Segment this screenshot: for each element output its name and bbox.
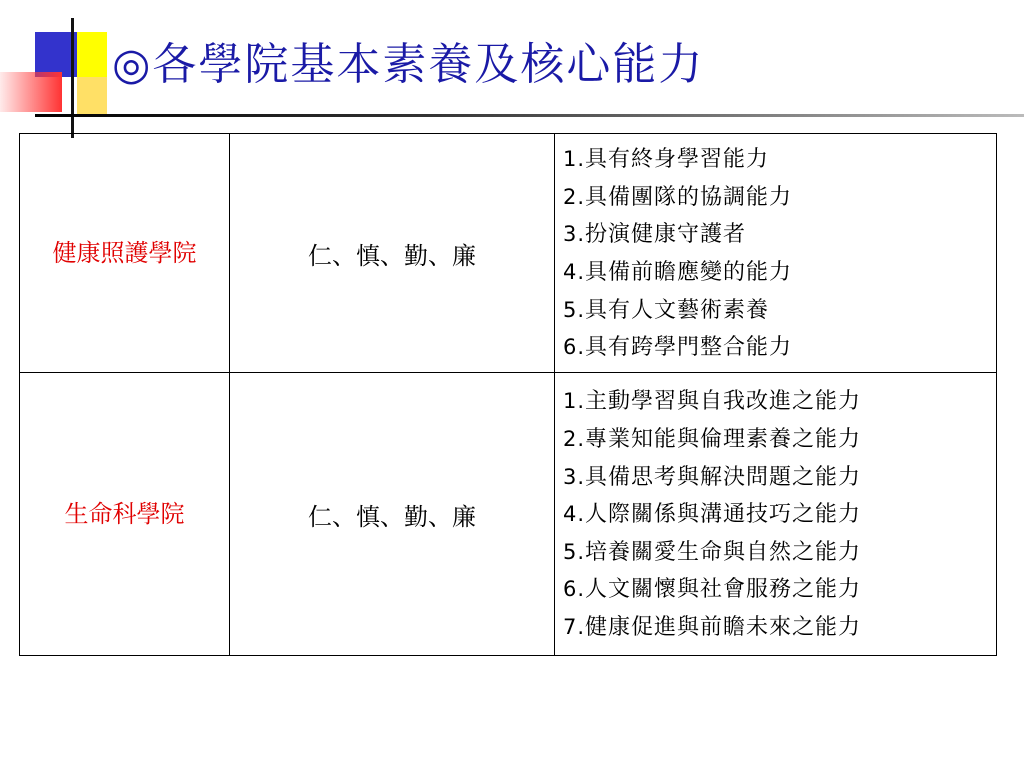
ability-number: 2.: [563, 184, 586, 209]
ability-text: 具備思考與解決問題之能力: [585, 464, 862, 490]
ability-text: 具有終身學習能力: [585, 147, 770, 173]
ability-number: 6.: [563, 335, 586, 360]
ability-item: [563, 254, 988, 292]
ability-text: 人文關懷與社會服務之能力: [585, 577, 862, 603]
ability-number: 6.: [563, 577, 586, 602]
basic-literacy: 仁、慎、勤、廉: [308, 502, 476, 531]
ability-text: 扮演健康守護者: [585, 222, 747, 248]
ability-text: 專業知能與倫理素養之能力: [585, 427, 862, 453]
ability-item: [563, 141, 988, 179]
ability-number: 3.: [563, 222, 586, 247]
ability-item: [563, 571, 988, 609]
ability-number: 5.: [563, 539, 586, 564]
college-name: 生命科學院: [64, 500, 185, 528]
ability-text: 健康促進與前瞻未來之能力: [585, 614, 862, 640]
ability-number: 4.: [563, 260, 586, 284]
ability-item: [563, 292, 988, 330]
decor-yellow-square-lower: [77, 77, 107, 117]
basic-literacy: 仁、慎、勤、廉: [308, 241, 476, 270]
decor-vertical-line: [71, 18, 74, 138]
ability-text: 培養關愛生命與自然之能力: [585, 539, 862, 565]
ability-item: [563, 383, 988, 421]
ability-number: 1.: [563, 389, 586, 414]
ability-item: [563, 609, 988, 647]
ability-item: [563, 534, 988, 572]
ability-number: 5.: [563, 297, 586, 322]
college-name: 健康照護學院: [52, 239, 197, 267]
ability-item: [563, 216, 988, 254]
decor-red-square: [0, 72, 62, 112]
ability-number: 7.: [563, 614, 586, 639]
ability-text: 主動學習與自我改進之能力: [585, 389, 862, 415]
abilities-cell: [555, 134, 997, 373]
table-row: [20, 373, 997, 656]
ability-item: [563, 496, 988, 534]
literacy-cell: [230, 373, 555, 656]
ability-number: 4.: [563, 502, 586, 527]
slide-title: ◎各學院基本素養及核心能力: [112, 39, 705, 90]
ability-text: 具備前瞻應變的能力: [585, 260, 793, 285]
ability-number: 3.: [563, 464, 586, 489]
ability-item: [563, 459, 988, 497]
abilities-cell: [555, 373, 997, 656]
table-row: [20, 134, 997, 373]
college-name-cell: [20, 373, 230, 656]
college-name-cell: [20, 134, 230, 373]
ability-item: [563, 179, 988, 217]
ability-text: 具有人文藝術素養: [585, 297, 770, 323]
ability-text: 具備團隊的協調能力: [585, 184, 793, 210]
ability-text: 人際關係與溝通技巧之能力: [585, 502, 862, 528]
ability-item: [563, 421, 988, 459]
ability-text: 具有跨學門整合能力: [585, 335, 793, 361]
title-underline: [35, 114, 1024, 117]
literacy-cell: [230, 134, 555, 373]
ability-item: [563, 329, 988, 367]
competency-table: [19, 133, 997, 656]
ability-number: 1.: [563, 147, 586, 172]
ability-number: 2.: [563, 427, 586, 452]
decor-yellow-square: [77, 32, 107, 77]
